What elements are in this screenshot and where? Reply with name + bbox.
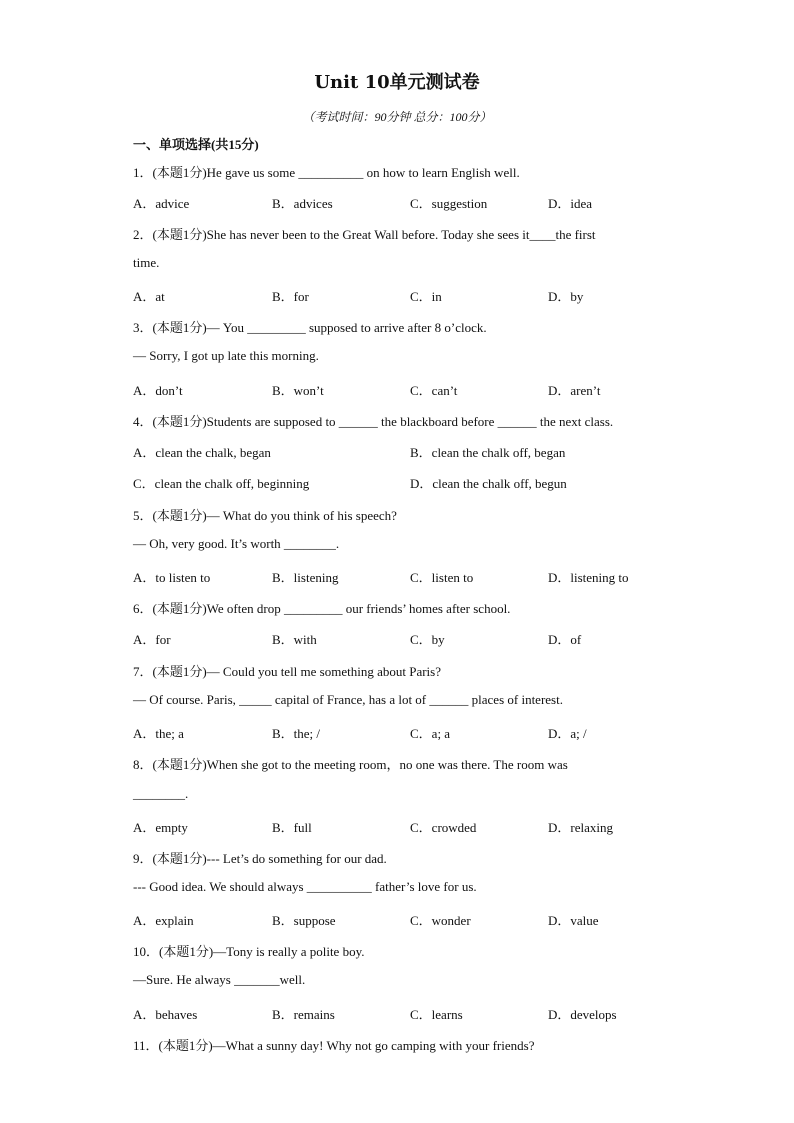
q10-option-c: C．learns (410, 1007, 463, 1022)
q8-option-c: C．crowded (410, 820, 477, 835)
question-10-stem-cont: —Sure. He always _______well. (133, 972, 306, 987)
q6-option-d: D．of (548, 632, 582, 647)
q3-option-c: C．can’t (410, 383, 458, 398)
q2-option-d: D．by (548, 289, 584, 304)
q8-option-a: A．empty (133, 820, 188, 835)
question-5-stem-cont: — Oh, very good. It’s worth ________. (133, 536, 340, 551)
question-7-stem-cont: — Of course. Paris, _____ capital of France, has a lot of ______ places of interest. (133, 692, 563, 707)
q5-option-a: A．to listen to (133, 570, 211, 585)
q3-option-a: A．don’t (133, 383, 183, 398)
q7-option-a: A．the; a (133, 726, 184, 741)
q6-option-c: C．by (410, 632, 445, 647)
question-8-stem: 8．(本题1分)When she got to the meeting room，no one was there. The room was (133, 757, 568, 772)
question-4-stem: 4．(本题1分)Students are supposed to ______ the blackboard before ______ the next class. (133, 414, 614, 429)
question-5-stem: 5．(本题1分)— What do you think of his speech? (133, 508, 397, 523)
question-9-stem: 9．(本题1分)--- Let’s do something for our dad. (133, 851, 387, 866)
q5-option-c: C．listen to (410, 570, 474, 585)
question-10-stem: 10．(本题1分)—Tony is really a polite boy. (133, 944, 365, 959)
q1-option-d: D．idea (548, 196, 593, 211)
q9-option-c: C．wonder (410, 913, 471, 928)
q5-option-b: B．listening (272, 570, 339, 585)
question-2-stem: 2．(本题1分)She has never been to the Great Wall before. Today she sees it____the first (133, 227, 596, 242)
q2-option-b: B．for (272, 289, 309, 304)
q4-option-d: D．clean the chalk off, begun (410, 476, 567, 491)
question-2-stem-cont: time. (133, 255, 160, 270)
q6-option-b: B．with (272, 632, 317, 647)
q3-option-d: D．aren’t (548, 383, 601, 398)
question-3-stem: 3．(本题1分)— You _________ supposed to arrive after 8 o’clock. (133, 320, 487, 335)
q7-option-d: D．a; / (548, 726, 587, 741)
section-heading: 一、单项选择(共15分) (133, 137, 259, 152)
question-3-stem-cont: — Sorry, I got up late this morning. (133, 348, 319, 363)
exam-info: （考试时间：90分钟 总分：100分） (302, 110, 492, 124)
q10-option-a: A．behaves (133, 1007, 198, 1022)
q8-option-d: D．relaxing (548, 820, 613, 835)
question-1-stem: 1．(本题1分)He gave us some __________ on how to learn English well. (133, 165, 520, 180)
question-9-stem-cont: --- Good idea. We should always __________ father’s love for us. (133, 879, 477, 894)
q4-option-b: B．clean the chalk off, began (410, 445, 566, 460)
q9-option-b: B．suppose (272, 913, 336, 928)
q10-option-d: D．develops (548, 1007, 617, 1022)
q8-option-b: B．full (272, 820, 312, 835)
q3-option-b: B．won’t (272, 383, 324, 398)
q4-option-a: A．clean the chalk, began (133, 445, 271, 460)
question-6-stem: 6．(本题1分)We often drop _________ our friends’ homes after school. (133, 601, 511, 616)
q7-option-c: C．a; a (410, 726, 451, 741)
page-title: Unit 10单元测试卷 (314, 72, 480, 93)
q9-option-d: D．value (548, 913, 599, 928)
question-11-stem: 11．(本题1分)—What a sunny day! Why not go camping with your friends? (133, 1038, 535, 1053)
question-7-stem: 7．(本题1分)— Could you tell me something about Paris? (133, 664, 441, 679)
question-8-stem-cont: ________. (133, 786, 189, 801)
q1-option-a: A．advice (133, 196, 190, 211)
q4-option-c: C．clean the chalk off, beginning (133, 476, 310, 491)
q1-option-b: B．advices (272, 196, 333, 211)
q10-option-b: B．remains (272, 1007, 335, 1022)
q5-option-d: D．listening to (548, 570, 629, 585)
q1-option-c: C．suggestion (410, 196, 488, 211)
q9-option-a: A．explain (133, 913, 194, 928)
q7-option-b: B．the; / (272, 726, 321, 741)
q2-option-c: C．in (410, 289, 442, 304)
q6-option-a: A．for (133, 632, 171, 647)
q2-option-a: A．at (133, 289, 165, 304)
